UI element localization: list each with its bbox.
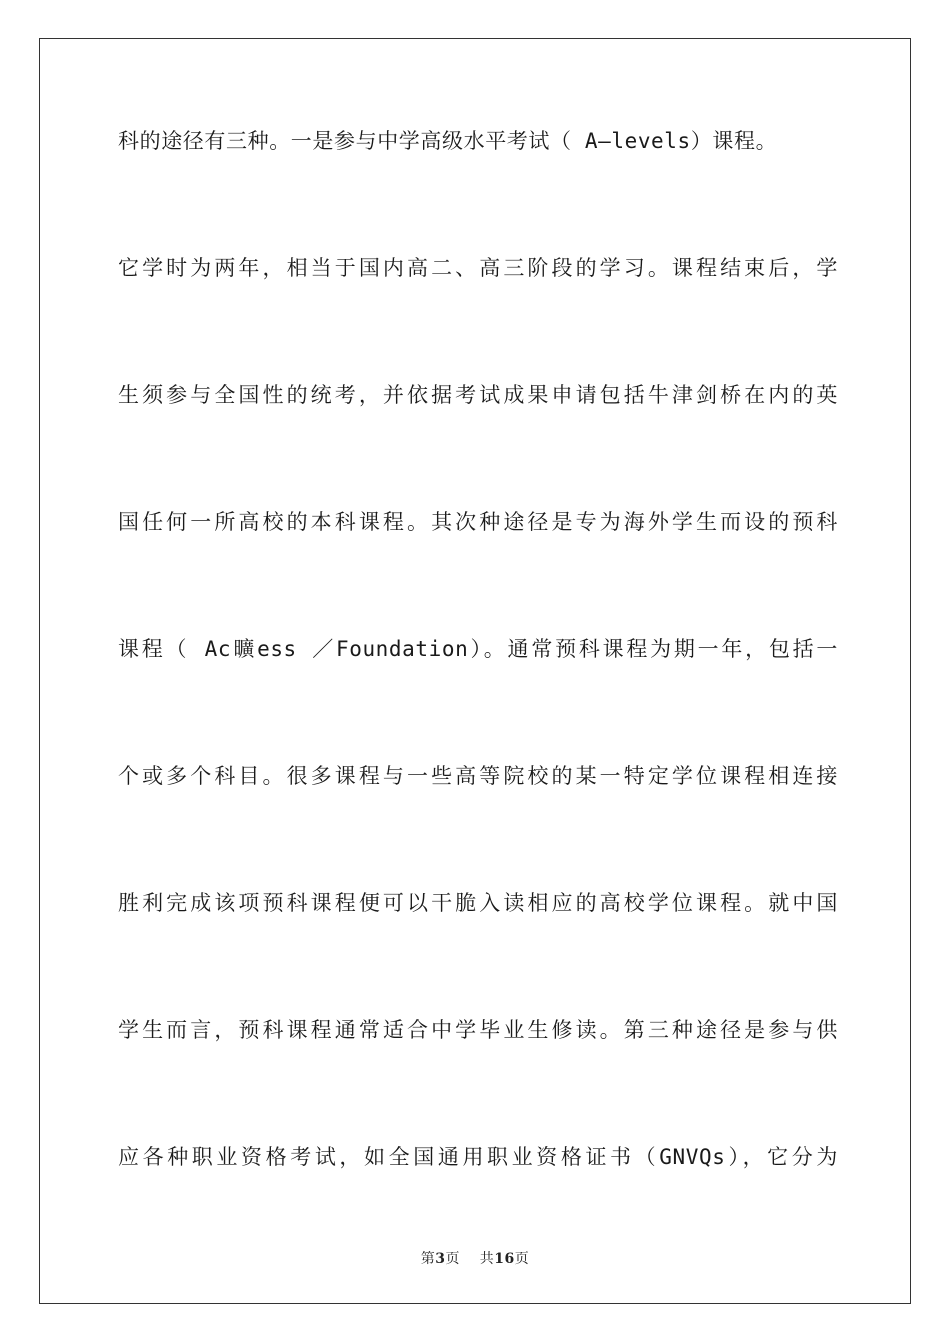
page-suffix: 页 xyxy=(445,1251,460,1267)
text-line-6: 个或多个科目。很多课程与一些高等院校的某一特定学位课程相连接 xyxy=(118,764,838,788)
text-line-5: 课程（ Ac曠ess ／Foundation）。通常预科课程为期一年，包括一 xyxy=(118,637,838,661)
text-line-8: 学生而言，预科课程通常适合中学毕业生修读。第三种途径是参与供 xyxy=(118,1018,838,1042)
text-line-9: 应各种职业资格考试，如全国通用职业资格证书（GNVQs），它分为 xyxy=(118,1145,838,1169)
text-line-3: 生须参与全国性的统考，并依据考试成果申请包括牛津剑桥在内的英 xyxy=(118,383,838,407)
document-body xyxy=(118,125,838,1268)
text-line-7: 胜利完成该项预科课程便可以干脆入读相应的高校学位课程。就中国 xyxy=(118,891,838,915)
total-pages: 16 xyxy=(494,1251,515,1267)
total-suffix: 页 xyxy=(514,1251,530,1267)
text-line-4: 国任何一所高校的本科课程。其次种途径是专为海外学生而设的预科 xyxy=(118,510,838,534)
page-number: 3 xyxy=(435,1251,446,1267)
total-prefix: 共 xyxy=(479,1251,495,1267)
text-line-2: 它学时为两年，相当于国内高二、高三阶段的学习。课程结束后，学 xyxy=(118,256,838,280)
page-prefix: 第 xyxy=(420,1251,436,1267)
text-line-1: 科的途径有三种。一是参与中学高级水平考试（ A—levels）课程。 xyxy=(118,129,778,153)
page-footer xyxy=(0,1248,950,1268)
